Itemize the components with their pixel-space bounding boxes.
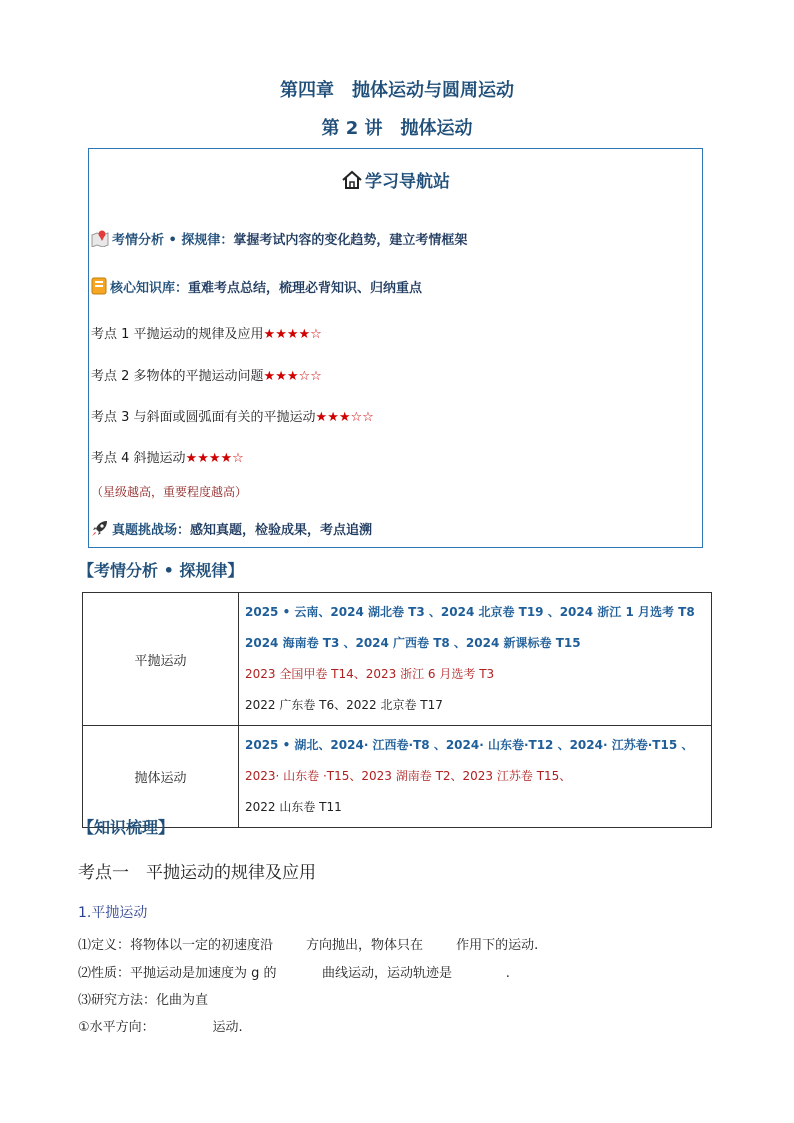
lesson-title: 第 2 讲 抛体运动 bbox=[321, 118, 473, 139]
book-icon bbox=[91, 277, 107, 299]
star-note: （星级越高，重要程度越高） bbox=[91, 485, 248, 499]
exam-list-cell bbox=[239, 593, 712, 726]
analysis-section-title: 【考情分析 • 探规律】 bbox=[78, 561, 244, 580]
category-cell: 抛体运动 bbox=[83, 726, 239, 828]
exam-line: 2023· 山东卷 ·T15、2023 湖南卷 T2、2023 江苏卷 T15、 bbox=[245, 769, 572, 783]
core-knowledge-row bbox=[91, 277, 422, 299]
exam-line: 2022 广东卷 T6、2022 北京卷 T17 bbox=[245, 698, 443, 712]
property-line: ⑵性质：平抛运动是加速度为 g 的 曲线运动，运动轨迹是 . bbox=[78, 966, 510, 981]
exam-line: 2022 山东卷 T11 bbox=[245, 800, 342, 814]
horizontal-line: ①水平方向： 运动. bbox=[78, 1020, 243, 1035]
topic-heading: 考点一 平抛运动的规律及应用 bbox=[78, 863, 316, 883]
star-rating: ★★★★☆ bbox=[263, 327, 322, 342]
point-item: 考点 4 斜抛运动★★★★☆ bbox=[91, 451, 244, 466]
exam-line: 2024 海南卷 T3 、2024 广西卷 T8 、2024 新课标卷 T15 bbox=[245, 636, 581, 650]
analysis-row bbox=[91, 229, 467, 251]
nav-title: 学习导航站 bbox=[365, 172, 450, 192]
table-row bbox=[83, 593, 712, 726]
nav-heading bbox=[89, 167, 702, 195]
core-label: 核心知识库： bbox=[110, 281, 189, 296]
knowledge-section-title: 【知识梳理】 bbox=[78, 818, 175, 837]
definition-line: ⑴定义：将物体以一定的初速度沿 方向抛出，物体只在 作用下的运动. bbox=[78, 938, 539, 953]
house-icon bbox=[341, 170, 363, 195]
challenge-row bbox=[91, 519, 372, 541]
point-item: 考点 2 多物体的平抛运动问题★★★☆☆ bbox=[91, 369, 322, 384]
exam-line: 2023 全国甲卷 T14、2023 浙江 6 月选考 T3 bbox=[245, 667, 495, 681]
table-row bbox=[83, 726, 712, 828]
point-item: 考点 3 与斜面或圆弧面有关的平抛运动★★★☆☆ bbox=[91, 410, 374, 425]
analysis-label: 考情分析 • 探规律： bbox=[112, 233, 234, 248]
chapter-title: 第四章 抛体运动与圆周运动 bbox=[280, 80, 514, 101]
star-rating: ★★★★☆ bbox=[185, 451, 244, 466]
learning-navigation-box bbox=[88, 148, 703, 548]
star-rating: ★★★☆☆ bbox=[263, 369, 322, 384]
challenge-desc: 感知真题，检验成果，考点追溯 bbox=[190, 523, 373, 538]
map-pin-icon bbox=[91, 229, 109, 251]
point-item: 考点 1 平抛运动的规律及应用★★★★☆ bbox=[91, 327, 322, 342]
subtopic-heading: 1.平抛运动 bbox=[78, 905, 148, 921]
exam-list-cell bbox=[239, 726, 712, 828]
category-cell: 平抛运动 bbox=[83, 593, 239, 726]
rocket-icon bbox=[91, 519, 109, 541]
challenge-label: 真题挑战场： bbox=[112, 523, 191, 538]
analysis-desc: 掌握考试内容的变化趋势，建立考情框架 bbox=[233, 233, 468, 248]
exam-table bbox=[82, 592, 712, 828]
core-desc: 重难考点总结，梳理必背知识、归纳重点 bbox=[188, 281, 423, 296]
exam-line: 2025 • 湖北、2024· 江西卷·T8 、2024· 山东卷·T12 、2024· 江苏卷·T15 、 bbox=[245, 738, 694, 752]
star-rating: ★★★☆☆ bbox=[315, 410, 374, 425]
method-line: ⑶研究方法：化曲为直 bbox=[78, 993, 209, 1008]
exam-line: 2025 • 云南、2024 湖北卷 T3 、2024 北京卷 T19 、2024 浙江 1 月选考 T8 bbox=[245, 605, 695, 619]
